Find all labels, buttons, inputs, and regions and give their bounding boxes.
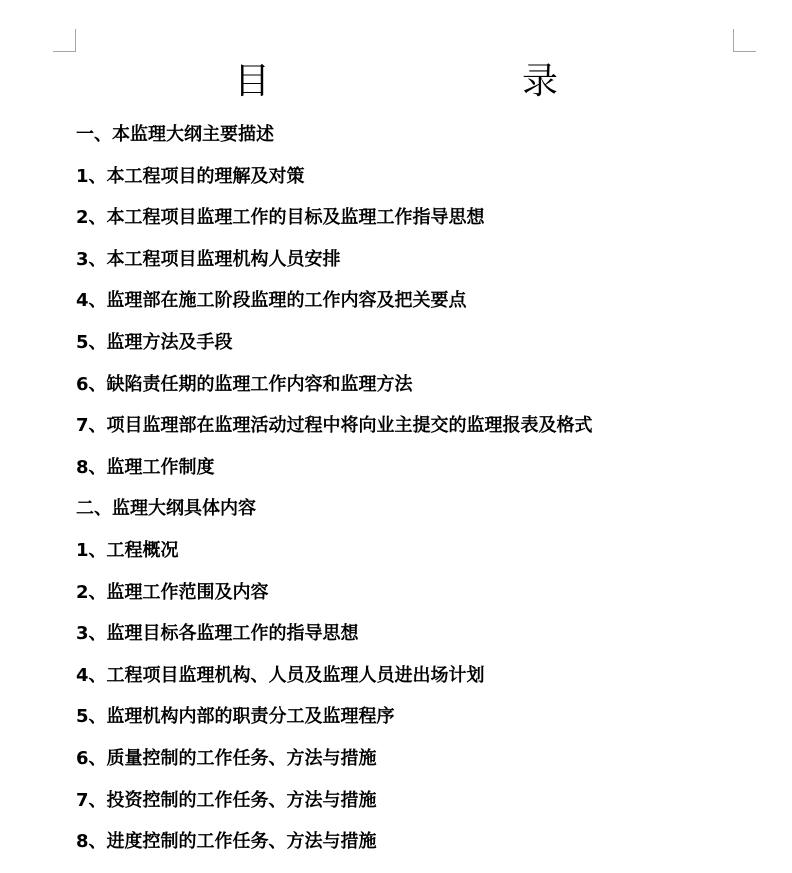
toc-entry: 8、监理工作制度 [76, 456, 215, 478]
toc-entry: 2、监理工作范围及内容 [76, 581, 269, 603]
page-title: 目 录 [233, 61, 618, 102]
toc-entry: 4、工程项目监理机构、人员及监理人员进出场计划 [76, 664, 485, 686]
crop-mark-top-left [53, 29, 76, 52]
toc-entry: 1、本工程项目的理解及对策 [76, 165, 305, 187]
toc-entry: 8、进度控制的工作任务、方法与措施 [76, 831, 377, 853]
crop-mark-top-right [733, 29, 756, 52]
toc-entry: 5、监理方法及手段 [76, 331, 233, 353]
toc-entry: 5、监理机构内部的职责分工及监理程序 [76, 706, 395, 728]
toc-entry: 7、投资控制的工作任务、方法与措施 [76, 789, 377, 811]
toc-entry: 3、监理目标各监理工作的指导思想 [76, 623, 359, 645]
toc-entry: 一、本监理大纲主要描述 [76, 124, 274, 145]
toc-entry: 7、项目监理部在监理活动过程中将向业主提交的监理报表及格式 [76, 415, 593, 437]
toc-entry: 6、缺陷责任期的监理工作内容和监理方法 [76, 373, 413, 395]
toc-entry: 3、本工程项目监理机构人员安排 [76, 248, 341, 270]
toc-entry: 2、本工程项目监理工作的目标及监理工作指导思想 [76, 207, 485, 229]
toc-entry: 4、监理部在施工阶段监理的工作内容及把关要点 [76, 290, 467, 312]
toc-entry: 1、工程概况 [76, 539, 179, 561]
toc-entry: 二、监理大纲具体内容 [76, 498, 256, 520]
toc-entry: 6、质量控制的工作任务、方法与措施 [76, 747, 377, 769]
table-of-contents [76, 120, 756, 869]
